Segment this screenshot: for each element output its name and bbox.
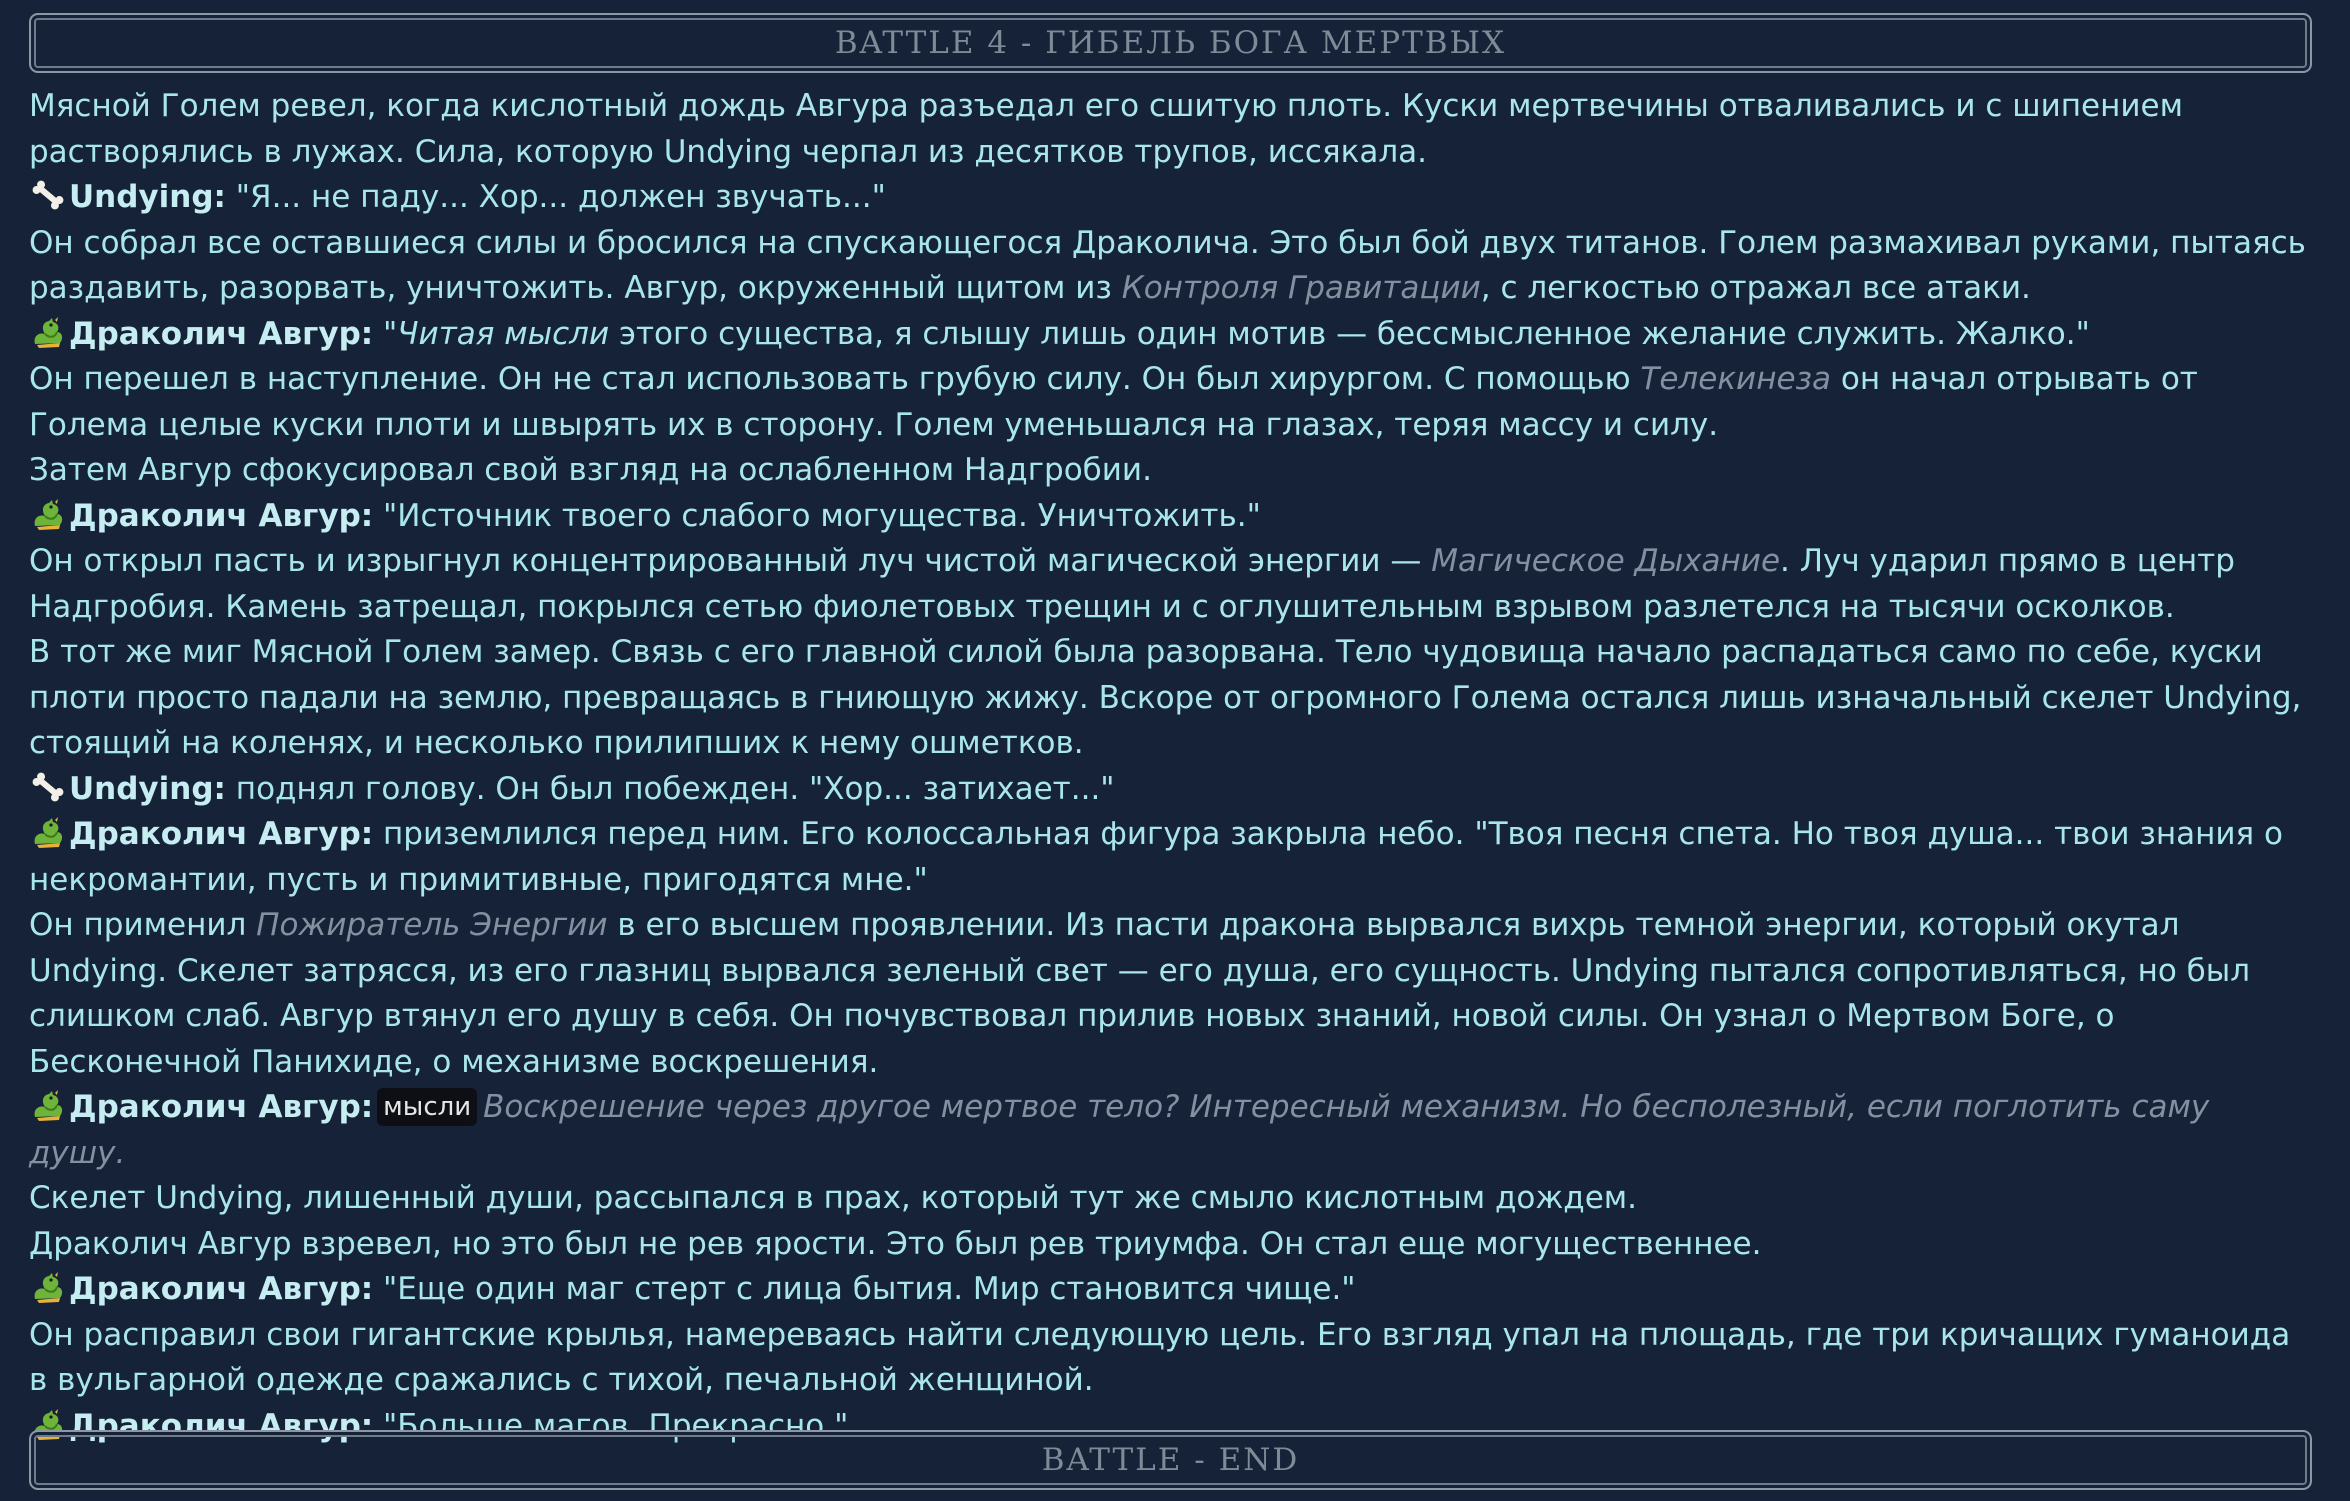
dragon-icon (29, 314, 67, 350)
narration-line: Мясной Голем ревел, когда кислотный дождь Авгура разъедал его сшитую плоть. Куски мертвечины отваливались и с шипением растворялись в лужах. Сила, которую Undying черпал из десятков трупов, иссякала. (29, 88, 2183, 170)
dragon-icon (29, 814, 67, 850)
narration-line: Затем Авгур сфокусировал свой взгляд на ослабленном Надгробии. (29, 452, 1152, 488)
dragon-icon (29, 1087, 67, 1123)
dialogue-line: Драколич Авгур: "Еще один маг стерт с лица бытия. Мир становится чище." (29, 1267, 2312, 1313)
thought-text: Воскрешение через другое мертвое тело? Интересный механизм. Но бесполезный, если поглотить саму душу. (29, 1089, 2210, 1171)
dialogue-line: Драколич Авгур: "Больше магов. Прекрасно." (29, 1404, 2312, 1450)
thought-line (29, 1085, 2312, 1176)
battle-log (29, 84, 2312, 1449)
narration-line: Скелет Undying, лишенный души, рассыпался в прах, который тут же смыло кислотным дождем. (29, 1180, 1638, 1216)
speaker-undying: Undying: (69, 770, 226, 807)
spell-name: Магическое Дыхание (1431, 543, 1781, 579)
battle-footer-title: BATTLE - END (1041, 1442, 1300, 1478)
narration-line: В тот же миг Мясной Голем замер. Связь с его главной силой была разорвана. Тело чудовища начало распадаться само по себе, куски плоти просто падали на землю, превращаясь в гниющую жижу. Вскоре от огромного Голема остался лишь изначальный скелет Undying, стоящий на коленях, и несколько прилипших к нему ошметков. (29, 634, 2302, 761)
narration-line: Он перешел в наступление. Он не стал использовать грубую силу. Он был хирургом. С помощью Телекинеза он начал отрывать от Голема целые куски плоти и швырять их в сторону. Голем уменьшался на глазах, теряя массу и силу. (29, 361, 2198, 443)
battle-header-banner (29, 13, 2312, 73)
narration-line: Он открыл пасть и изрыгнул концентрированный луч чистой магической энергии — Магическое Дыхание. Луч ударил прямо в центр Надгробия. Камень затрещал, покрылся сетью фиолетовых трещин и с оглушительным взрывом разлетелся на тысячи осколков. (29, 543, 2235, 625)
speaker-augur: Драколич Авгур: (69, 816, 374, 852)
bone-icon (29, 769, 67, 805)
speaker-augur: Драколич Авгур: (69, 497, 374, 534)
speaker-augur: Драколич Авгур: (69, 1271, 374, 1307)
speaker-augur: Драколич Авгур: (69, 1089, 374, 1125)
speaker-undying: Undying: (69, 179, 226, 215)
dragon-icon (29, 1269, 67, 1305)
narration-line: Он применил Пожиратель Энергии в его высшем проявлении. Из пасти дракона вырвался вихрь темной энергии, который окутал Undying. Скелет затрясся, из его глазниц вырвался зеленый свет — его душа, его сущность. Undying пытался сопротивляться, но был слишком слаб. Авгур втянул его душу в себя. Он почувствовал прилив новых знаний, новой силы. Он узнал о Мертвом Боге, о Бесконечной Панихиде, о механизме воскрешения. (29, 907, 2251, 1080)
spell-name: Пожиратель Энергии (256, 907, 608, 943)
battle-header-title: BATTLE 4 - ГИБЕЛЬ БОГА МЕРТВЫХ (834, 25, 1507, 61)
narration-line: Он расправил свои гигантские крылья, намереваясь найти следующую цель. Его взгляд упал на площадь, где три кричащих гуманоида в вульгарной одежде сражались с тихой, печальной женщиной. (29, 1316, 2291, 1398)
dialogue-line: Драколич Авгур: "Источник твоего слабого могущества. Уничтожить." (29, 494, 2312, 540)
narration-line: Он собрал все оставшиеся силы и бросился на спускающегося Драколича. Это был бой двух титанов. Голем размахивал руками, пытаясь раздавить, разорвать, уничтожить. Авгур, окруженный щитом из Контроля Гравитации, с легкостью отражал все атаки. (29, 224, 2306, 306)
dialogue-line: Undying: "Я... не паду... Хор... должен звучать..." (29, 175, 2312, 221)
dialogue-line: Undying: поднял голову. Он был побежден. "Хор... затихает..." (29, 767, 2312, 813)
spell-name: Контроля Гравитации (1121, 270, 1481, 306)
speaker-augur: Драколич Авгур: (69, 1407, 374, 1444)
italic-phrase: Читая мысли (397, 315, 610, 352)
battle-footer-banner (29, 1430, 2312, 1490)
narration-line: Драколич Авгур взревел, но это был не рев ярости. Это был рев триумфа. Он стал еще могущественнее. (29, 1225, 1762, 1262)
thoughts-badge: мысли (377, 1088, 477, 1126)
dragon-icon (29, 496, 67, 532)
dialogue-line: Драколич Авгур: приземлился перед ним. Его колоссальная фигура закрыла небо. "Твоя песня спета. Но твоя душа... твои знания о некромантии, пусть и примитивные, пригодятся мне." (29, 816, 2283, 898)
dialogue-line: Драколич Авгур: "Читая мысли этого существа, я слышу лишь один мотив — бессмысленное желание служить. Жалко." (29, 312, 2312, 358)
bone-icon (29, 177, 67, 213)
speaker-augur: Драколич Авгур: (69, 315, 374, 352)
spell-name: Телекинеза (1640, 361, 1832, 397)
